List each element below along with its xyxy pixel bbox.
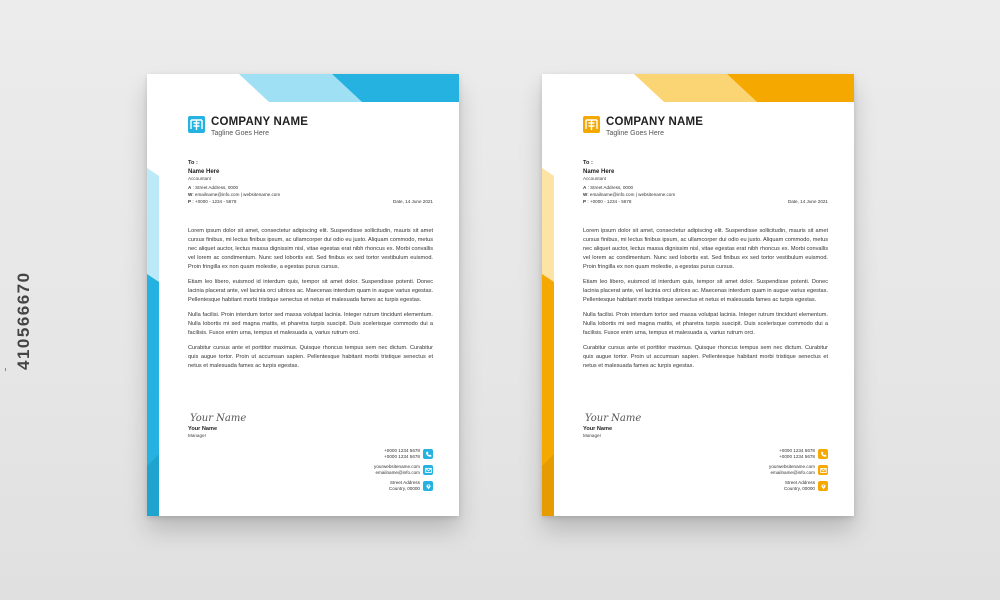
address-line: A : Street Address, 0000: [583, 185, 634, 190]
signature: Your Name: [190, 413, 247, 424]
signer-role: Manager: [583, 433, 602, 438]
contact-email: yourwebsitename.com emailname@info.com: [374, 464, 433, 477]
recipient-name: Name Here: [188, 169, 220, 175]
email-icon: [818, 465, 828, 475]
contact-address: Street Address Country, 00000: [784, 480, 828, 493]
to-label: To :: [583, 160, 593, 166]
phone-icon: [423, 449, 433, 459]
body-paragraph: Nulla facilisi. Proin interdum tortor sed massa volutpat lacinia. Integer rutrum tincidunt elementum. Nulla lobortis mi sed magna mattis, et pharetra turpis suscipit. Duis scelerisque commodo dui a facilisis. Fusce enim urna, tempus et malesuada a, varius rutrum orci.: [188, 312, 433, 336]
recipient-role: Accountant: [188, 176, 211, 181]
letter-date: Date, 14 June 2021: [392, 199, 433, 204]
letterhead-orange: [542, 74, 854, 516]
watermark-divider: [5, 368, 6, 371]
company-name: COMPANY NAME: [606, 116, 704, 128]
contact-phone: +0000 1234 5678 +0000 1234 5678: [384, 448, 433, 461]
body-paragraph: Lorem ipsum dolor sit amet, consectetur adipiscing elit. Suspendisse sollicitudin, mauris sit amet cursus finibus, mi lectus finibus ipsum, ac ullamcorper dui odio eu justo. Aliquam commodo, metus nec aliquet auctor, lectus massa dignissim nisl, vitae egestas erat nibh rhoncus ex. Morbi convallis vel lorem ac condimentum. Nunc sed lobortis est. Sed finibus ex sed tortor vestibulum euismod. Proin fringilla ex non quam molestie, a egestas purus cursus.: [583, 228, 828, 270]
company-logo-icon: [188, 116, 205, 133]
recipient-role: Accountant: [583, 176, 606, 181]
phone-line: P : +0000 - 1234 - 5678: [188, 199, 237, 204]
company-logo-icon: [583, 116, 600, 133]
website-line: W: emailname@info.com | websitename.com: [583, 192, 676, 197]
to-label: To :: [188, 160, 198, 166]
body-paragraph: Etiam leo libero, euismod id interdum quis, tempor sit amet dolor. Suspendisse potenti. Donec lacinia placerat ante, vel lacinia orci ultrices ac. Maecenas interdum quam in augue varius egestas. Pellentesque habitant morbi tristique senectus et netus et malesuada fames ac turpis egestas.: [188, 279, 433, 303]
body-paragraph: Curabitur cursus ante et porttitor maximus. Quisque rhoncus tempus sem nec dictum. Curabitur quis augue tortor. Proin ut accumsan sapien. Pellentesque habitant morbi tristique senectus et netus et malesuada fames ac turpis egestas.: [188, 345, 433, 369]
contact-email: yourwebsitename.com emailname@info.com: [769, 464, 828, 477]
signer-name: Your Name: [583, 426, 613, 432]
address-line: A : Street Address, 0000: [188, 185, 239, 190]
recipient-name: Name Here: [583, 169, 615, 175]
signer-role: Manager: [188, 433, 207, 438]
company-name: COMPANY NAME: [211, 116, 309, 128]
letter-body: [583, 227, 828, 377]
email-icon: [423, 465, 433, 475]
letterhead-blue: [147, 74, 459, 516]
phone-icon: [818, 449, 828, 459]
body-paragraph: Lorem ipsum dolor sit amet, consectetur adipiscing elit. Suspendisse sollicitudin, mauris sit amet cursus finibus, mi lectus finibus ipsum, ac ullamcorper dui odio eu justo. Aliquam commodo, metus nec aliquet auctor, lectus massa dignissim nisl, vitae egestas erat nibh rhoncus ex. Morbi convallis vel lorem ac condimentum. Nunc sed lobortis est. Sed finibus ex sed tortor vestibulum euismod. Proin fringilla ex non quam molestie, a egestas purus cursus.: [188, 228, 433, 270]
body-paragraph: Curabitur cursus ante et porttitor maximus. Quisque rhoncus tempus sem nec dictum. Curabitur quis augue tortor. Proin ut accumsan sapien. Pellentesque habitant morbi tristique senectus et netus et malesuada fames ac turpis egestas.: [583, 345, 828, 369]
location-icon: [423, 481, 433, 491]
contact-phone: +0000 1234 5678 +0000 1234 5678: [779, 448, 828, 461]
signature: Your Name: [585, 413, 642, 424]
company-tagline: Tagline Goes Here: [211, 130, 269, 137]
stock-id-watermark: 410566670: [14, 271, 33, 370]
signer-name: Your Name: [188, 426, 218, 432]
body-paragraph: Etiam leo libero, euismod id interdum quis, tempor sit amet dolor. Suspendisse potenti. Donec lacinia placerat ante, vel lacinia orci ultrices ac. Maecenas interdum quam in augue varius egestas. Pellentesque habitant morbi tristique senectus et netus et malesuada fames ac turpis egestas.: [583, 279, 828, 303]
letter-body: [188, 227, 433, 377]
contact-address: Street Address Country, 00000: [389, 480, 433, 493]
website-line: W: emailname@info.com | websitename.com: [188, 192, 281, 197]
company-tagline: Tagline Goes Here: [606, 130, 664, 137]
phone-line: P : +0000 - 1234 - 5678: [583, 199, 632, 204]
location-icon: [818, 481, 828, 491]
body-paragraph: Nulla facilisi. Proin interdum tortor sed massa volutpat lacinia. Integer rutrum tincidunt elementum. Nulla lobortis mi sed magna mattis, et pharetra turpis suscipit. Duis scelerisque commodo dui a facilisis. Fusce enim urna, tempus et malesuada a, varius rutrum orci.: [583, 312, 828, 336]
letter-date: Date, 14 June 2021: [787, 199, 828, 204]
